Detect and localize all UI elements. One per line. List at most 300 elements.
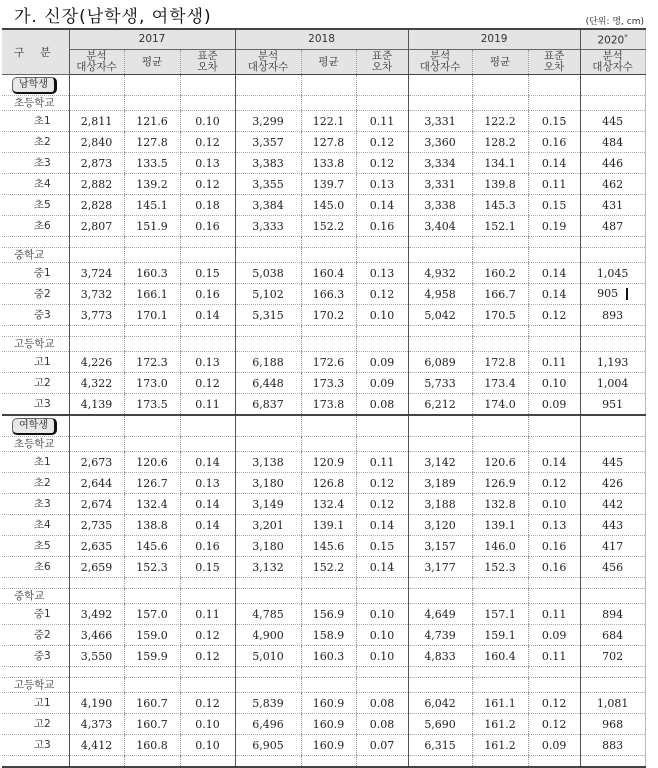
- empty-cell: [301, 415, 356, 437]
- empty-cell: [124, 237, 180, 248]
- sample-size: 3,142: [408, 452, 472, 473]
- std-error: 0.10: [356, 625, 408, 646]
- mean: 146.0: [472, 536, 528, 557]
- grade-label: 중3: [2, 305, 69, 326]
- mean: 132.4: [124, 494, 180, 515]
- sample-size: 2,811: [69, 111, 124, 132]
- std-error: 0.11: [180, 394, 235, 416]
- std-error: 0.14: [356, 195, 408, 216]
- mean: 139.1: [301, 515, 356, 536]
- spacer-row: [2, 667, 645, 678]
- std-error: 0.14: [180, 494, 235, 515]
- std-error: 0.11: [180, 604, 235, 625]
- std-error: 0.12: [180, 693, 235, 714]
- grade-label: 고3: [2, 394, 69, 416]
- mean: 152.3: [124, 557, 180, 578]
- std-error: 0.12: [180, 174, 235, 195]
- grade-label: 초6: [2, 216, 69, 237]
- sample-size: 2,674: [69, 494, 124, 515]
- std-error: 0.09: [528, 625, 580, 646]
- grade-label: 초5: [2, 536, 69, 557]
- empty-cell: [301, 96, 356, 111]
- grade-label: 초6: [2, 557, 69, 578]
- sample-size-2020: 702: [580, 646, 645, 667]
- std-error: 0.11: [356, 111, 408, 132]
- std-error: 0.11: [528, 174, 580, 195]
- sample-size: 4,649: [408, 604, 472, 625]
- mean: 152.3: [472, 557, 528, 578]
- mean: 158.9: [301, 625, 356, 646]
- empty-cell: [472, 326, 528, 337]
- empty-cell: [235, 337, 301, 352]
- std-error: 0.12: [528, 305, 580, 326]
- empty-cell: [69, 96, 124, 111]
- grade-label: 중2: [2, 625, 69, 646]
- empty-cell: [528, 337, 580, 352]
- mean: 170.5: [472, 305, 528, 326]
- empty-cell: [408, 578, 472, 589]
- mean: 120.6: [124, 452, 180, 473]
- table-row: [2, 216, 645, 237]
- empty-cell: [580, 237, 645, 248]
- sample-size: 4,373: [69, 714, 124, 735]
- empty-cell: [356, 437, 408, 452]
- table-row: [2, 111, 645, 132]
- empty-cell: [69, 337, 124, 352]
- empty-cell: [472, 415, 528, 437]
- empty-cell: [580, 326, 645, 337]
- empty-cell: [472, 756, 528, 768]
- sample-size: 5,102: [235, 284, 301, 305]
- sample-size: 3,732: [69, 284, 124, 305]
- sample-size-2020: 446: [580, 153, 645, 174]
- empty-cell: [180, 75, 235, 96]
- mean: 160.9: [301, 714, 356, 735]
- sample-size-2020: 883: [580, 735, 645, 756]
- table-row: [2, 714, 645, 735]
- sample-size: 2,807: [69, 216, 124, 237]
- header-std-error: 표준 오차: [180, 50, 235, 75]
- gender-row: [2, 415, 645, 437]
- std-error: 0.09: [528, 394, 580, 416]
- std-error: 0.12: [356, 132, 408, 153]
- std-error: 0.16: [528, 132, 580, 153]
- text-cursor: [626, 288, 628, 300]
- grade-label: 초4: [2, 515, 69, 536]
- empty-cell: [528, 326, 580, 337]
- std-error: 0.08: [356, 394, 408, 416]
- mean: 126.8: [301, 473, 356, 494]
- std-error: 0.10: [180, 714, 235, 735]
- empty-cell: [2, 578, 69, 589]
- header-year-2017: 2017: [69, 29, 235, 50]
- empty-cell: [408, 589, 472, 604]
- sample-size: 2,635: [69, 536, 124, 557]
- empty-cell: [180, 678, 235, 693]
- mean: 157.1: [472, 604, 528, 625]
- std-error: 0.11: [528, 646, 580, 667]
- empty-cell: [180, 96, 235, 111]
- sample-size: 5,038: [235, 263, 301, 284]
- empty-cell: [235, 437, 301, 452]
- sample-size: 6,315: [408, 735, 472, 756]
- empty-cell: [408, 237, 472, 248]
- empty-cell: [69, 578, 124, 589]
- school-level-label: 중학교: [2, 589, 69, 604]
- mean: 160.4: [301, 263, 356, 284]
- empty-cell: [69, 415, 124, 437]
- sample-size-2020: 431: [580, 195, 645, 216]
- mean: 127.8: [301, 132, 356, 153]
- std-error: 0.10: [356, 604, 408, 625]
- std-error: 0.16: [528, 536, 580, 557]
- std-error: 0.13: [356, 263, 408, 284]
- empty-cell: [472, 678, 528, 693]
- sample-size: 6,188: [235, 352, 301, 373]
- sample-size-2020: 1,004: [580, 373, 645, 394]
- school-level-label: 초등학교: [2, 437, 69, 452]
- empty-cell: [408, 415, 472, 437]
- empty-cell: [356, 326, 408, 337]
- header-mean: 평균: [301, 50, 356, 75]
- sample-size: 4,900: [235, 625, 301, 646]
- mean: 120.6: [472, 452, 528, 473]
- std-error: 0.10: [528, 373, 580, 394]
- sample-size: 3,338: [408, 195, 472, 216]
- std-error: 0.19: [528, 216, 580, 237]
- empty-cell: [69, 589, 124, 604]
- empty-cell: [580, 415, 645, 437]
- sample-size: 3,360: [408, 132, 472, 153]
- empty-cell: [301, 75, 356, 96]
- sample-size: 3,384: [235, 195, 301, 216]
- std-error: 0.09: [356, 373, 408, 394]
- sample-size: 4,958: [408, 284, 472, 305]
- std-error: 0.14: [528, 284, 580, 305]
- std-error: 0.16: [356, 216, 408, 237]
- empty-cell: [180, 437, 235, 452]
- mean: 166.3: [301, 284, 356, 305]
- mean: 132.8: [472, 494, 528, 515]
- mean: 170.1: [124, 305, 180, 326]
- empty-cell: [408, 756, 472, 768]
- table-row: [2, 473, 645, 494]
- std-error: 0.16: [528, 557, 580, 578]
- empty-cell: [301, 326, 356, 337]
- std-error: 0.14: [356, 515, 408, 536]
- grade-label: 초4: [2, 174, 69, 195]
- empty-cell: [301, 589, 356, 604]
- mean: 160.9: [301, 735, 356, 756]
- grade-label: 고1: [2, 352, 69, 373]
- table-row: [2, 515, 645, 536]
- empty-cell: [124, 415, 180, 437]
- empty-cell: [2, 756, 69, 768]
- empty-cell: [69, 248, 124, 263]
- std-error: 0.15: [356, 536, 408, 557]
- school-level-row: [2, 96, 645, 111]
- table-row: [2, 284, 645, 305]
- gender-badge: 여학생: [12, 418, 57, 435]
- std-error: 0.09: [528, 735, 580, 756]
- mean: 160.8: [124, 735, 180, 756]
- empty-cell: [124, 337, 180, 352]
- empty-cell: [180, 337, 235, 352]
- table-row: [2, 604, 645, 625]
- page-title: 가. 신장(남학생, 여학생): [14, 7, 212, 27]
- empty-cell: [301, 756, 356, 768]
- empty-cell: [528, 578, 580, 589]
- mean: 122.2: [472, 111, 528, 132]
- sample-size: 6,496: [235, 714, 301, 735]
- mean: 160.7: [124, 714, 180, 735]
- mean: 160.3: [124, 263, 180, 284]
- sample-size-2020: 484: [580, 132, 645, 153]
- sample-size: 3,180: [235, 536, 301, 557]
- empty-cell: [408, 678, 472, 693]
- mean: 152.1: [472, 216, 528, 237]
- sample-size: 5,010: [235, 646, 301, 667]
- sample-size-2020: 445: [580, 452, 645, 473]
- sample-size-2020: 456: [580, 557, 645, 578]
- mean: 173.4: [472, 373, 528, 394]
- sample-size-2020: 905: [580, 284, 645, 305]
- std-error: 0.14: [180, 515, 235, 536]
- std-error: 0.10: [356, 305, 408, 326]
- std-error: 0.10: [180, 735, 235, 756]
- mean: 173.8: [301, 394, 356, 416]
- grade-label: 초2: [2, 473, 69, 494]
- school-level-label: 중학교: [2, 248, 69, 263]
- empty-cell: [472, 578, 528, 589]
- sample-size-2020: 445: [580, 111, 645, 132]
- mean: 170.2: [301, 305, 356, 326]
- mean: 160.7: [124, 693, 180, 714]
- sample-size: 3,550: [69, 646, 124, 667]
- empty-cell: [528, 415, 580, 437]
- empty-cell: [124, 437, 180, 452]
- empty-cell: [124, 248, 180, 263]
- empty-cell: [356, 248, 408, 263]
- empty-cell: [580, 437, 645, 452]
- std-error: 0.12: [528, 693, 580, 714]
- table-row: [2, 646, 645, 667]
- sample-size: 3,189: [408, 473, 472, 494]
- sample-size-2020: 442: [580, 494, 645, 515]
- sample-size: 2,882: [69, 174, 124, 195]
- mean: 145.0: [301, 195, 356, 216]
- std-error: 0.12: [528, 473, 580, 494]
- sample-size: 3,138: [235, 452, 301, 473]
- std-error: 0.12: [356, 473, 408, 494]
- sample-size: 3,383: [235, 153, 301, 174]
- mean: 139.2: [124, 174, 180, 195]
- sample-size-2020: 487: [580, 216, 645, 237]
- mean: 132.4: [301, 494, 356, 515]
- sample-size: 6,448: [235, 373, 301, 394]
- empty-cell: [408, 437, 472, 452]
- mean: 160.3: [301, 646, 356, 667]
- empty-cell: [408, 96, 472, 111]
- mean: 139.8: [472, 174, 528, 195]
- table-row: [2, 735, 645, 756]
- sample-size-2020: 1,193: [580, 352, 645, 373]
- mean: 121.6: [124, 111, 180, 132]
- std-error: 0.13: [180, 473, 235, 494]
- table-row: [2, 557, 645, 578]
- mean: 173.3: [301, 373, 356, 394]
- empty-cell: [472, 667, 528, 678]
- empty-cell: [235, 415, 301, 437]
- empty-cell: [235, 678, 301, 693]
- empty-cell: [408, 337, 472, 352]
- sample-size: 5,315: [235, 305, 301, 326]
- mean: 152.2: [301, 216, 356, 237]
- gender-row: [2, 75, 645, 96]
- std-error: 0.13: [356, 174, 408, 195]
- mean: 172.6: [301, 352, 356, 373]
- empty-cell: [580, 248, 645, 263]
- table-row: [2, 195, 645, 216]
- sample-size: 4,833: [408, 646, 472, 667]
- empty-cell: [472, 75, 528, 96]
- grade-label: 중2: [2, 284, 69, 305]
- empty-cell: [235, 667, 301, 678]
- std-error: 0.07: [356, 735, 408, 756]
- mean: 152.2: [301, 557, 356, 578]
- header-mean: 평균: [472, 50, 528, 75]
- empty-cell: [180, 589, 235, 604]
- header-sample-size: 분석 대상자수: [69, 50, 124, 75]
- sample-size: 3,404: [408, 216, 472, 237]
- empty-cell: [124, 667, 180, 678]
- empty-cell: [2, 237, 69, 248]
- empty-cell: [528, 756, 580, 768]
- table-row: [2, 305, 645, 326]
- empty-cell: [69, 237, 124, 248]
- table-row: [2, 174, 645, 195]
- std-error: 0.15: [528, 195, 580, 216]
- sample-size: 2,644: [69, 473, 124, 494]
- empty-cell: [69, 678, 124, 693]
- empty-cell: [69, 756, 124, 768]
- std-error: 0.14: [528, 452, 580, 473]
- gender-badge: 남학생: [12, 77, 57, 94]
- sample-size: 4,785: [235, 604, 301, 625]
- mean: 159.9: [124, 646, 180, 667]
- empty-cell: [2, 667, 69, 678]
- table-row: [2, 373, 645, 394]
- empty-cell: [580, 756, 645, 768]
- school-level-label: 고등학교: [2, 678, 69, 693]
- std-error: 0.15: [528, 111, 580, 132]
- sample-size-2020: 1,081: [580, 693, 645, 714]
- empty-cell: [356, 589, 408, 604]
- mean: 134.1: [472, 153, 528, 174]
- sample-size: 2,673: [69, 452, 124, 473]
- mean: 151.9: [124, 216, 180, 237]
- empty-cell: [69, 437, 124, 452]
- empty-cell: [301, 667, 356, 678]
- mean: 157.0: [124, 604, 180, 625]
- mean: 173.0: [124, 373, 180, 394]
- empty-cell: [356, 415, 408, 437]
- empty-cell: [408, 248, 472, 263]
- sample-size: 4,932: [408, 263, 472, 284]
- empty-cell: [356, 75, 408, 96]
- empty-cell: [528, 667, 580, 678]
- std-error: 0.10: [180, 111, 235, 132]
- empty-cell: [528, 437, 580, 452]
- empty-cell: [580, 578, 645, 589]
- mean: 159.0: [124, 625, 180, 646]
- empty-cell: [180, 248, 235, 263]
- mean: 156.9: [301, 604, 356, 625]
- empty-cell: [580, 96, 645, 111]
- grade-label: 중1: [2, 604, 69, 625]
- empty-cell: [2, 326, 69, 337]
- mean: 173.5: [124, 394, 180, 416]
- sample-size: 2,840: [69, 132, 124, 153]
- mean: 133.8: [301, 153, 356, 174]
- std-error: 0.12: [356, 153, 408, 174]
- header-year-2018: 2018: [235, 29, 408, 50]
- std-error: 0.16: [180, 216, 235, 237]
- sample-size-2020: 462: [580, 174, 645, 195]
- sample-size: 4,739: [408, 625, 472, 646]
- empty-cell: [235, 75, 301, 96]
- empty-cell: [528, 237, 580, 248]
- std-error: 0.12: [356, 284, 408, 305]
- empty-cell: [124, 756, 180, 768]
- mean: 161.2: [472, 735, 528, 756]
- sample-size-2020: 1,045: [580, 263, 645, 284]
- std-error: 0.16: [180, 536, 235, 557]
- table-row: [2, 625, 645, 646]
- empty-cell: [408, 75, 472, 96]
- sample-size: 6,042: [408, 693, 472, 714]
- sample-size: 4,322: [69, 373, 124, 394]
- empty-cell: [301, 337, 356, 352]
- empty-cell: [124, 96, 180, 111]
- school-level-row: [2, 678, 645, 693]
- mean: 128.2: [472, 132, 528, 153]
- empty-cell: [180, 756, 235, 768]
- mean: 160.4: [472, 646, 528, 667]
- grade-label: 고2: [2, 714, 69, 735]
- mean: 160.2: [472, 263, 528, 284]
- std-error: 0.12: [180, 373, 235, 394]
- empty-cell: [580, 678, 645, 693]
- sample-size: 3,132: [235, 557, 301, 578]
- mean: 145.6: [124, 536, 180, 557]
- std-error: 0.12: [356, 494, 408, 515]
- empty-cell: [180, 667, 235, 678]
- grade-label: 초1: [2, 452, 69, 473]
- empty-cell: [235, 756, 301, 768]
- grade-label: 고2: [2, 373, 69, 394]
- std-error: 0.12: [528, 714, 580, 735]
- grade-label: 초1: [2, 111, 69, 132]
- mean: 127.8: [124, 132, 180, 153]
- mean: 126.7: [124, 473, 180, 494]
- sample-size: 3,724: [69, 263, 124, 284]
- empty-cell: [408, 326, 472, 337]
- empty-cell: [356, 667, 408, 678]
- mean: 145.3: [472, 195, 528, 216]
- std-error: 0.14: [356, 557, 408, 578]
- std-error: 0.14: [180, 452, 235, 473]
